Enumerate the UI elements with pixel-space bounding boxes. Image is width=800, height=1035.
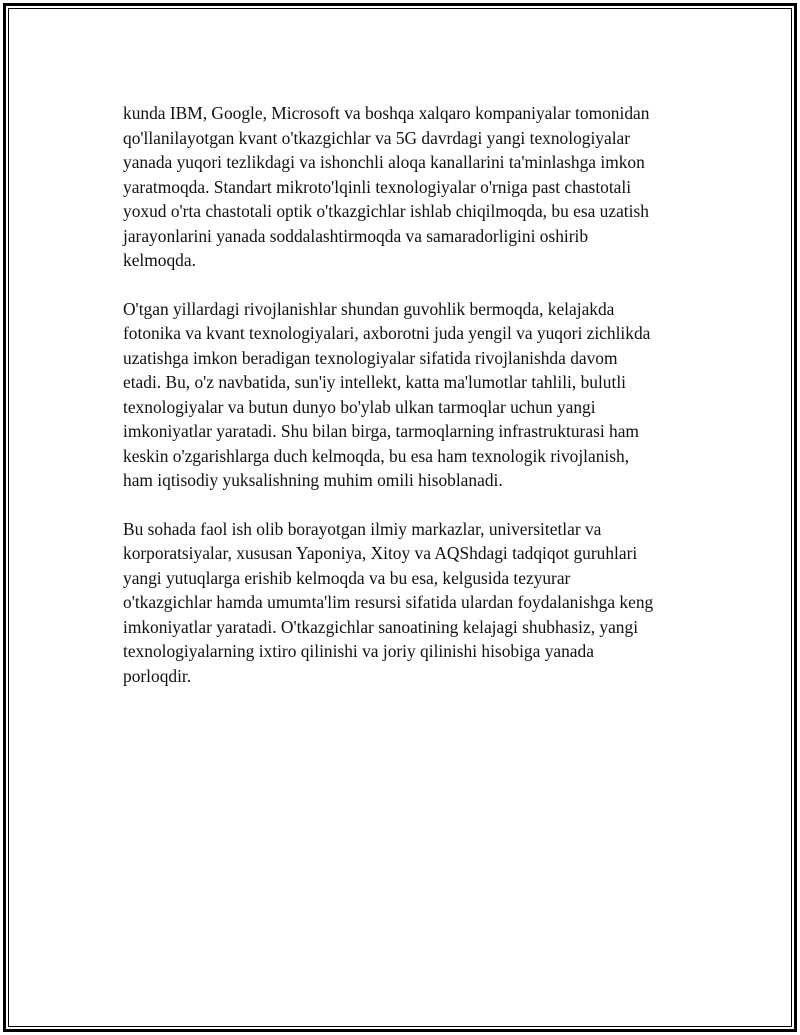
text-line: Bu sohada faol ish olib borayotgan ilmiy markazlar, universitetlar va (123, 518, 602, 539)
text-line: jarayonlarini yanada soddalashtirmoqda va samaradorligini oshirib (123, 225, 589, 246)
text-line: yangi yutuqlarga erishib kelmoqda va bu esa, kelgusida tezyurar (123, 567, 571, 588)
text-line: ham iqtisodiy yuksalishning muhim omili hisoblanadi. (123, 470, 503, 490)
text-line: texnologiyalarning ixtiro qilinishi va joriy qilinishi hisobiga yanada (123, 641, 594, 661)
text-line: yaratmoqda. Standart mikroto'lqinli texnologiyalar o'rniga past chastotali (123, 176, 632, 197)
text-line: texnologiyalar va butun dunyo bo'ylab ulkan tarmoqlar uchun yangi (123, 396, 596, 417)
text-line: imkoniyatlar yaratadi. O'tkazgichlar sanoatining kelajagi shubhasiz, yangi (123, 616, 639, 637)
page-border (3, 3, 797, 1032)
text-line: kunda IBM, Google, Microsoft va boshqa xalqaro kompaniyalar tomonidan (123, 103, 650, 123)
text-line: uzatishga imkon beradigan texnologiyalar sifatida rivojlanishda davom (123, 347, 618, 368)
document-body (123, 101, 683, 712)
paragraph-2 (123, 297, 683, 493)
text-line: yanada yuqori tezlikdagi va ishonchli aloqa kanallarini ta'minlashga imkon (123, 152, 645, 172)
text-line: keskin o'zgarishlarga duch kelmoqda, bu esa ham texnologik rivojlanish, (123, 445, 630, 466)
text-line: o'tkazgichlar hamda umumta'lim resursi sifatida ulardan foydalanishga keng (123, 592, 654, 612)
text-line: imkoniyatlar yaratadi. Shu bilan birga, tarmoqlarning infrastrukturasi ham (123, 421, 639, 441)
text-line: qo'llanilayotgan kvant o'tkazgichlar va 5G davrdagi yangi texnologiyalar (123, 127, 631, 148)
paragraph-1 (123, 101, 683, 273)
text-line: kelmoqda. (123, 250, 196, 270)
text-line: etadi. Bu, o'z navbatida, sun'iy intellekt, katta ma'lumotlar tahlili, bulutli (123, 372, 626, 392)
paragraph-3 (123, 517, 683, 689)
text-line: fotonika va kvant texnologiyalari, axborotni juda yengil va yuqori zichlikda (123, 323, 651, 343)
text-line: yoxud o'rta chastotali optik o'tkazgichlar ishlab chiqilmoqda, bu esa uzatish (123, 201, 649, 221)
text-line: korporatsiyalar, xususan Yaponiya, Xitoy va AQShdagi tadqiqot guruhlari (123, 543, 638, 563)
text-line: porloqdir. (123, 665, 192, 686)
text-line: O'tgan yillardagi rivojlanishlar shundan guvohlik bermoqda, kelajakda (123, 298, 615, 319)
